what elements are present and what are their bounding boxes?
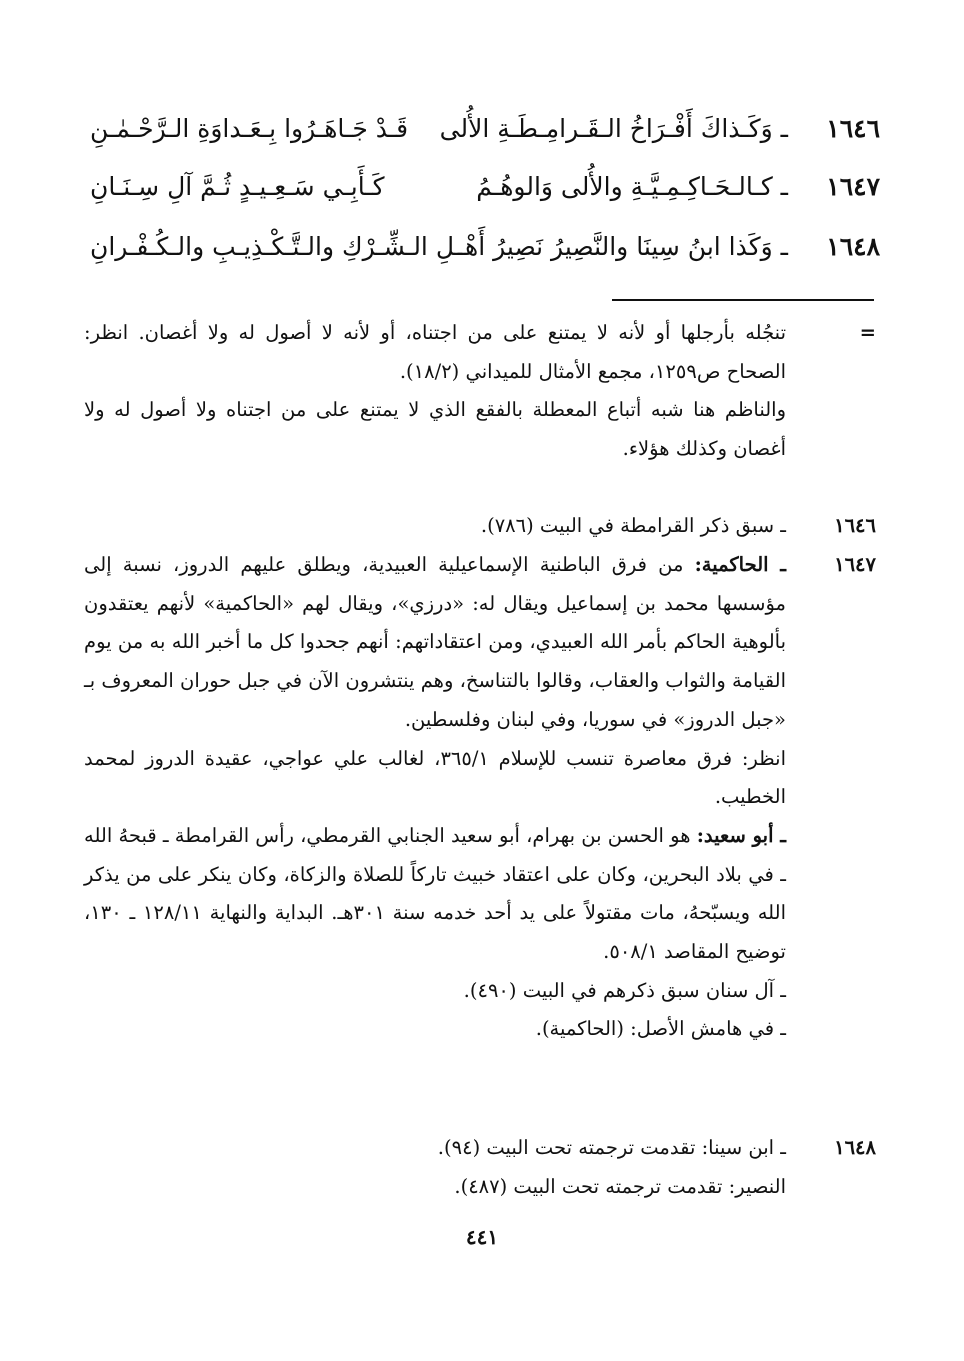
footnote-paragraph: انظر: فرق معاصرة تنسب للإسلام ٣٦٥/١، لغالب علي عواجي، عقيدة الدروز لمحمد الخطيب. [84, 746, 786, 809]
verse-first-hemistich: ـ وَكَذا ابنُ سِينَا والنَّصِيرُ نَصِيرُ أَهْـ [457, 232, 788, 261]
verse-second-hemistich: كَـأَبِـي سَـعِـيـدٍ ثُـمَّ آلِ سِـنَـانِ [90, 172, 385, 201]
footnote-paragraph: والناظم هنا شبه أتباع المعطلة بالفقع الذي لا يمتنع على من اجتناه ولا أصول له ولا أغصان وكذلك هؤلاء. [84, 398, 786, 461]
footnote-heading: ـ الحاكمية: [694, 553, 787, 576]
footnote-paragraph [84, 817, 786, 972]
footnote-1647 [84, 546, 876, 1049]
footnote-continuation [84, 314, 876, 469]
footnote-paragraph: ـ في هامش الأصل: (الحاكمية). [535, 1017, 786, 1041]
page-number: ٤٤١ [465, 1225, 499, 1249]
verse-first-hemistich: ـ كـالـحَـاكِـمِـيَّـةِ والأُلى وَالوهُـمُ [476, 172, 788, 201]
verse-line [80, 104, 880, 154]
verse-number: ١٦٤٨ [826, 232, 880, 261]
verse-number: ١٦٤٧ [826, 172, 880, 201]
footnote-number: ١٦٤٧ [834, 553, 876, 576]
footnote-number: ١٦٤٨ [834, 1136, 876, 1159]
footnote-paragraph: ـ آل سنان سبق ذكرهم في البيت (٤٩٠). [463, 978, 786, 1002]
footnote-separator [612, 299, 874, 301]
footnote-1648 [84, 1129, 876, 1206]
verse-number: ١٦٤٦ [826, 114, 880, 143]
footnote-text: هو الحسن بن بهرام، أبو سعيد الجنابي القرمطي، رأس القرامطة ـ قبحهُ الله ـ في بلاد البحرين، وكان على اعتقاد خبيث تاركاً للصلاة والزكاة، وكان ينكر على من يذكر الله ويسبّحهُ، مات مقتولاً على يد أحد خدمه سنة ٣٠١هـ. البداية والنهاية ١٢٨/١١ ـ ١٣٠، توضيح المقاصد ٥٠٨/١. [83, 823, 786, 964]
verse-first-hemistich: ـ وَكَـذاكَ أَفْـرَاخُ الـقَـرامِـطَـةِ الأُلى [439, 114, 788, 143]
footnote-paragraph: النصير: تقدمت ترجمته تحت البيت (٤٨٧). [454, 1174, 786, 1198]
verse-second-hemistich: قَـدْ جَـاهَـرُوا بِـعَـداوَةِ الـرَّحْـمٰـنِ [90, 114, 409, 143]
verse-line [80, 162, 880, 212]
footnote-paragraph: تنجُله بأرجلها أو لأنه لا يمتنع على من اجتناه، أو لأنه لا أصول له ولا أغصان. انظر: الصحاح ص١٢٥٩، مجمع الأمثال للميداني (١٨/٢). [84, 321, 786, 383]
footnote-marker: = [859, 321, 876, 344]
footnote-paragraph: ـ سبق ذكر القرامطة في البيت (٧٨٦). [480, 514, 786, 537]
footnote-paragraph: ـ ابن سينا: تقدمت ترجمته تحت البيت (٩٤). [437, 1136, 786, 1159]
footnote-text: من فرق الباطنية الإسماعيلية العبيدية، ويطلق عليهم الدروز، نسبة إلى مؤسسها محمد بن إسماعيل ويقال له: «درزي»، ويقال لهم «الحاكمية» لأنهم يعتقدون بألوهية الحاكم بأمر الله العبيدي، ومن اعتقاداتهم: أنهم جحدوا كل ما أخبر الله به من يوم القيامة والثواب والعقاب، وقالوا بالتناسخ، وهم ينتشرون الآن في جبل حوران المعروف بـ «جبل الدروز» في سوريا، وفي لبنان وفلسطين. [84, 553, 786, 731]
verse-second-hemistich: ـلِ الـشِّـرْكِ والـتَّـكْـذِيـبِ والـكُـفْـرانِ [90, 232, 463, 261]
verse-line [80, 222, 880, 272]
footnote-paragraph [84, 546, 786, 740]
footnote-number: ١٦٤٦ [834, 514, 876, 537]
footnote-heading: ـ أبو سعيد: [696, 823, 786, 847]
footnote-1646 [84, 507, 876, 546]
